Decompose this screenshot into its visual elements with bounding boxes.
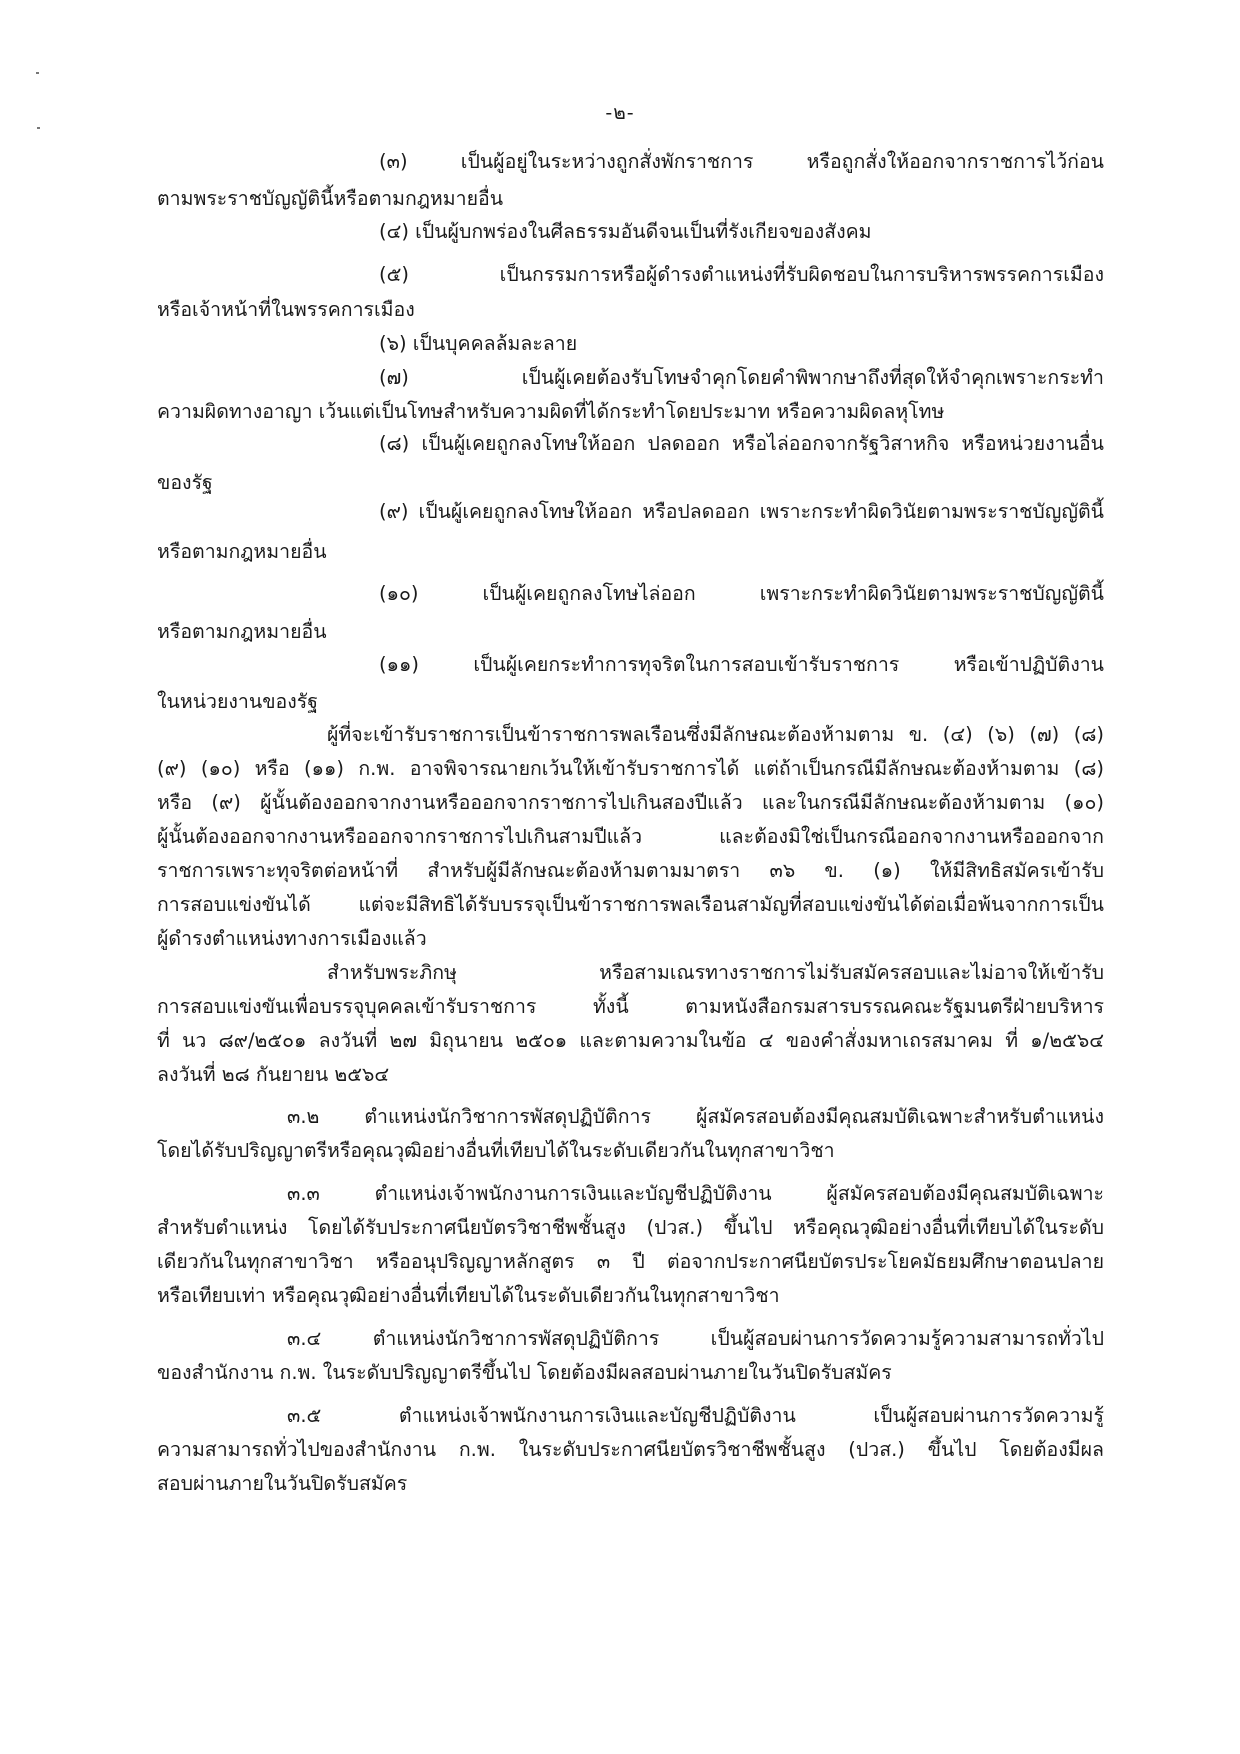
exemption-paragraph-line5: ราชการเพราะทุจริตต่อหน้าที่ สำหรับผู้มีลักษณะต้องห้ามตามมาตรา ๓๖ ข. (๑) ให้มีสิทธิสมัครเข้ารับ [157, 859, 1104, 882]
list-item-3-line2: ตามพระราชบัญญัตินี้หรือตามกฎหมายอื่น [157, 187, 504, 210]
scan-mark [36, 72, 39, 74]
page-number: -๒- [605, 102, 635, 124]
section-3-3-line1: ๓.๓ ตำแหน่งเจ้าพนักงานการเงินและบัญชีปฏิบัติงาน ผู้สมัครสอบต้องมีคุณสมบัติเฉพาะ [287, 1182, 1104, 1205]
section-3-4-line2: ของสำนักงาน ก.พ. ในระดับปริญญาตรีขึ้นไป โดยต้องมีผลสอบผ่านภายในวันปิดรับสมัคร [157, 1361, 892, 1384]
section-3-5-line2: ความสามารถทั่วไปของสำนักงาน ก.พ. ในระดับประกาศนียบัตรวิชาชีพชั้นสูง (ปวส.) ขึ้นไป โดยต้องมีผล [157, 1438, 1104, 1461]
section-3-3-line3: เดียวกันในทุกสาขาวิชา หรืออนุปริญญาหลักสูตร ๓ ปี ต่อจากประกาศนียบัตรประโยคมัธยมศึกษาตอนปลาย [157, 1250, 1104, 1273]
monks-paragraph-line2: การสอบแข่งขันเพื่อบรรจุบุคคลเข้ารับราชการ ทั้งนี้ ตามหนังสือกรมสารบรรณคณะรัฐมนตรีฝ่ายบริหาร [157, 995, 1104, 1018]
list-item-11-line2: ในหน่วยงานของรัฐ [157, 690, 319, 713]
exemption-paragraph-line1: ผู้ที่จะเข้ารับราชการเป็นข้าราชการพลเรือนซึ่งมีลักษณะต้องห้ามตาม ข. (๔) (๖) (๗) (๘) [327, 723, 1104, 746]
exemption-paragraph-line4: ผู้นั้นต้องออกจากงานหรือออกจากราชการไปเกินสามปีแล้ว และต้องมิใช่เป็นกรณีออกจากงานหรือออกจาก [157, 825, 1104, 848]
list-item-9-line2: หรือตามกฎหมายอื่น [157, 540, 327, 563]
list-item-10-line2: หรือตามกฎหมายอื่น [157, 620, 327, 643]
exemption-paragraph-line7: ผู้ดำรงตำแหน่งทางการเมืองแล้ว [157, 927, 427, 950]
list-item-7-line1: (๗) เป็นผู้เคยต้องรับโทษจำคุกโดยคำพิพากษาถึงที่สุดให้จำคุกเพราะกระทำ [379, 366, 1104, 389]
list-item-7-line2: ความผิดทางอาญา เว้นแต่เป็นโทษสำหรับความผิดที่ได้กระทำโดยประมาท หรือความผิดลหุโทษ [157, 400, 945, 423]
list-item-5-line1: (๕) เป็นกรรมการหรือผู้ดำรงตำแหน่งที่รับผิดชอบในการบริหารพรรคการเมือง [379, 263, 1104, 286]
section-3-2-line2: โดยได้รับปริญญาตรีหรือคุณวุฒิอย่างอื่นที่เทียบได้ในระดับเดียวกันในทุกสาขาวิชา [157, 1139, 835, 1162]
list-item-8-line2: ของรัฐ [157, 471, 213, 494]
monks-paragraph-line3: ที่ นว ๘๙/๒๕๐๑ ลงวันที่ ๒๗ มิถุนายน ๒๕๐๑ และตามความในข้อ ๔ ของคำสั่งมหาเถรสมาคม ที่ ๑/๒๕๖๔ [157, 1029, 1104, 1052]
list-item-10-line1: (๑๐) เป็นผู้เคยถูกลงโทษไล่ออก เพราะกระทำผิดวินัยตามพระราชบัญญัตินี้ [379, 582, 1104, 605]
list-item-4: (๔) เป็นผู้บกพร่องในศีลธรรมอันดีจนเป็นที่รังเกียจของสังคม [379, 220, 872, 243]
list-item-3-line1: (๓) เป็นผู้อยู่ในระหว่างถูกสั่งพักราชการ หรือถูกสั่งให้ออกจากราชการไว้ก่อน [379, 150, 1104, 173]
section-3-5-line1: ๓.๕ ตำแหน่งเจ้าพนักงานการเงินและบัญชีปฏิบัติงาน เป็นผู้สอบผ่านการวัดความรู้ [287, 1404, 1104, 1427]
exemption-paragraph-line3: หรือ (๙) ผู้นั้นต้องออกจากงานหรือออกจากราชการไปเกินสองปีแล้ว และในกรณีมีลักษณะต้องห้ามตาม (๑๐) [157, 791, 1104, 814]
section-3-3-line2: สำหรับตำแหน่ง โดยได้รับประกาศนียบัตรวิชาชีพชั้นสูง (ปวส.) ขึ้นไป หรือคุณวุฒิอย่างอื่นที่เทียบได้ในระดับ [157, 1216, 1104, 1239]
exemption-paragraph-line6: การสอบแข่งขันได้ แต่จะมีสิทธิได้รับบรรจุเป็นข้าราชการพลเรือนสามัญที่สอบแข่งขันได้ต่อเมื่อพ้นจากการเป็น [157, 893, 1104, 916]
monks-paragraph-line1: สำหรับพระภิกษุ หรือสามเณรทางราชการไม่รับสมัครสอบและไม่อาจให้เข้ารับ [327, 961, 1104, 984]
monks-paragraph-line4: ลงวันที่ ๒๘ กันยายน ๒๕๖๔ [157, 1063, 390, 1086]
exemption-paragraph-line2: (๙) (๑๐) หรือ (๑๑) ก.พ. อาจพิจารณายกเว้นให้เข้ารับราชการได้ แต่ถ้าเป็นกรณีมีลักษณะต้องห้ามตาม (๘) [157, 757, 1104, 780]
section-3-5-line3: สอบผ่านภายในวันปิดรับสมัคร [157, 1472, 408, 1495]
list-item-5-line2: หรือเจ้าหน้าที่ในพรรคการเมือง [157, 298, 415, 321]
section-3-2-line1: ๓.๒ ตำแหน่งนักวิชาการพัสดุปฏิบัติการ ผู้สมัครสอบต้องมีคุณสมบัติเฉพาะสำหรับตำแหน่ง [287, 1105, 1104, 1128]
list-item-9-line1: (๙) เป็นผู้เคยถูกลงโทษให้ออก หรือปลดออก เพราะกระทำผิดวินัยตามพระราชบัญญัตินี้ [379, 500, 1104, 523]
list-item-11-line1: (๑๑) เป็นผู้เคยกระทำการทุจริตในการสอบเข้ารับราชการ หรือเข้าปฏิบัติงาน [379, 653, 1104, 676]
section-3-4-line1: ๓.๔ ตำแหน่งนักวิชาการพัสดุปฏิบัติการ เป็นผู้สอบผ่านการวัดความรู้ความสามารถทั่วไป [287, 1327, 1104, 1350]
list-item-8-line1: (๘) เป็นผู้เคยถูกลงโทษให้ออก ปลดออก หรือไล่ออกจากรัฐวิสาหกิจ หรือหน่วยงานอื่น [379, 432, 1104, 455]
list-item-6: (๖) เป็นบุคคลล้มละลาย [379, 332, 578, 355]
section-3-3-line4: หรือเทียบเท่า หรือคุณวุฒิอย่างอื่นที่เทียบได้ในระดับเดียวกันในทุกสาขาวิชา [157, 1284, 780, 1307]
